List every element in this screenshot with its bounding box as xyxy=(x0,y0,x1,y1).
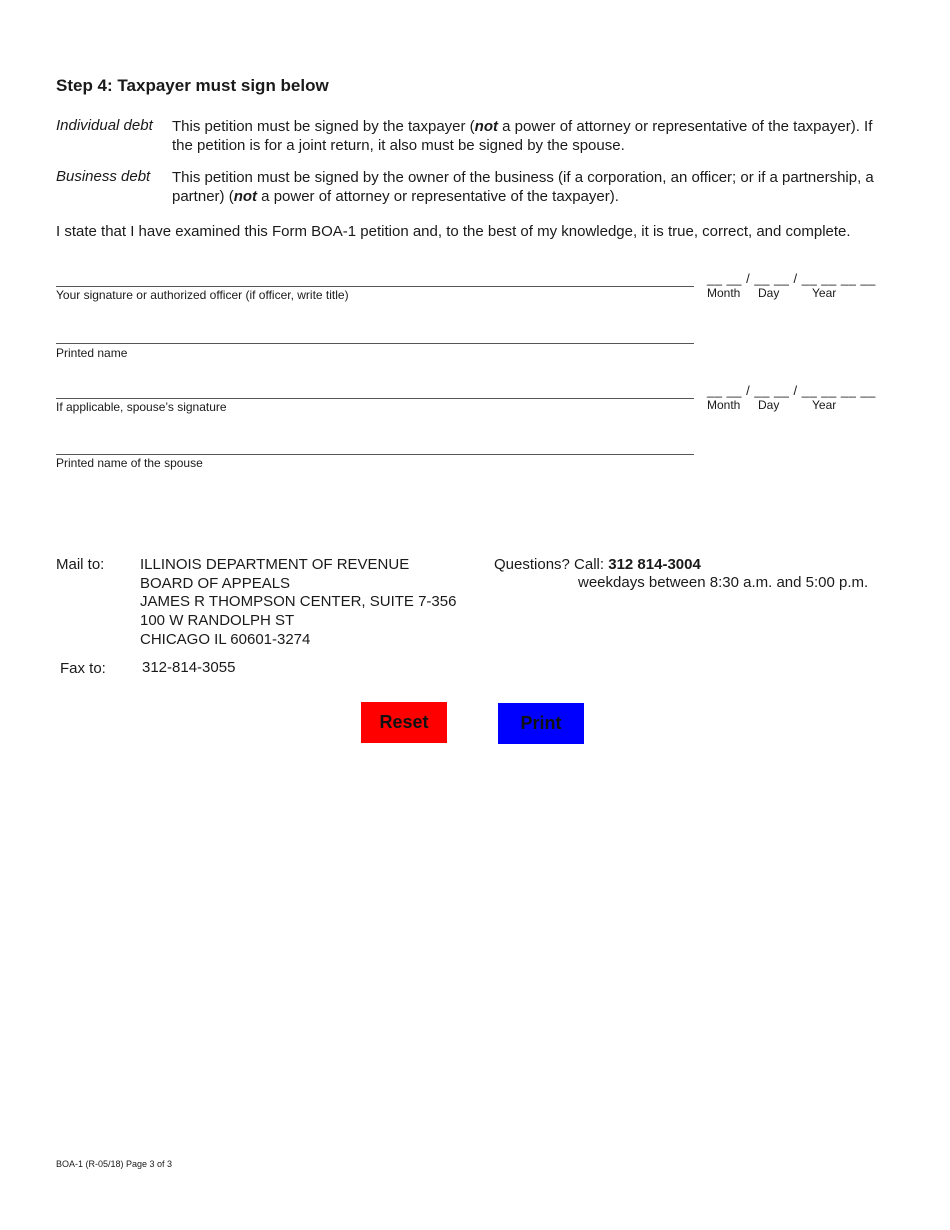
questions-phone: 312 814-3004 xyxy=(608,556,701,573)
year-label: Year xyxy=(812,286,837,300)
questions-hours: weekdays between 8:30 a.m. and 5:00 p.m. xyxy=(578,574,869,591)
fax-number: 312-814-3055 xyxy=(142,659,236,676)
address-line: JAMES R THOMPSON CENTER, SUITE 7-356 xyxy=(140,593,457,611)
spouse-date-field[interactable] xyxy=(707,383,876,412)
questions-label: Questions? Call: xyxy=(494,556,605,573)
day-label: Day xyxy=(758,286,780,300)
month-label: Month xyxy=(707,286,741,300)
address-line: ILLINOIS DEPARTMENT OF REVENUE xyxy=(140,556,410,573)
address-line: 100 W RANDOLPH ST xyxy=(140,612,295,630)
section-title xyxy=(56,76,329,96)
business-text-after: a power of attorney or representative of the taxpayer). xyxy=(257,188,619,205)
step-title-text: Taxpayer must sign below xyxy=(117,76,329,95)
taxpayer-date-field[interactable] xyxy=(707,271,876,300)
individual-emphasis: not xyxy=(474,118,498,135)
spouse-signature-caption: If applicable, spouse’s signature xyxy=(56,400,227,414)
mail-to-label: Mail to: xyxy=(56,556,105,573)
business-text-before: This petition must be signed by the owner of the business (if a corporation, an officer; or if a partnership, a partner) ( xyxy=(172,169,874,205)
taxpayer-signature-caption: Your signature or authorized officer (if officer, write title) xyxy=(56,288,349,302)
attestation-statement: I state that I have examined this Form BOA-1 petition and, to the best of my knowledge, it is true, correct, and complete. xyxy=(56,223,851,240)
questions-line xyxy=(494,556,701,575)
spouse-printed-name-line[interactable] xyxy=(56,454,694,455)
year-label: Year xyxy=(812,398,837,412)
business-debt-label: Business debt xyxy=(56,168,151,185)
printed-name-caption: Printed name xyxy=(56,346,128,360)
address-line: BOARD OF APPEALS xyxy=(140,574,291,592)
print-button[interactable]: Print xyxy=(498,703,584,744)
business-debt-text xyxy=(172,168,897,206)
individual-debt-text xyxy=(172,117,897,155)
business-emphasis: not xyxy=(233,188,258,205)
mail-address xyxy=(140,556,456,650)
spouse-signature-line[interactable] xyxy=(56,398,694,399)
date-blanks: __ __ / __ __ / __ __ __ __ xyxy=(707,271,876,286)
date-blanks: __ __ / __ __ / __ __ __ __ xyxy=(707,383,876,398)
individual-text-after: a power of attorney or representative of the taxpayer). If the petition is for a joint return, it also must be signed by the spouse. xyxy=(172,118,873,154)
address-line: CHICAGO IL 60601-3274 xyxy=(140,630,311,648)
fax-label: Fax to: xyxy=(60,660,106,677)
printed-name-line[interactable] xyxy=(56,343,694,344)
day-label: Day xyxy=(758,398,780,412)
reset-button[interactable]: Reset xyxy=(361,702,447,743)
taxpayer-signature-line[interactable] xyxy=(56,286,694,287)
step-label: Step 4: xyxy=(56,76,113,95)
form-footer: BOA-1 (R-05/18) Page 3 of 3 xyxy=(56,1159,173,1169)
month-label: Month xyxy=(707,398,741,412)
individual-debt-label: Individual debt xyxy=(56,117,153,134)
spouse-printed-name-caption: Printed name of the spouse xyxy=(56,456,203,470)
individual-text-before: This petition must be signed by the taxpayer ( xyxy=(172,118,475,135)
